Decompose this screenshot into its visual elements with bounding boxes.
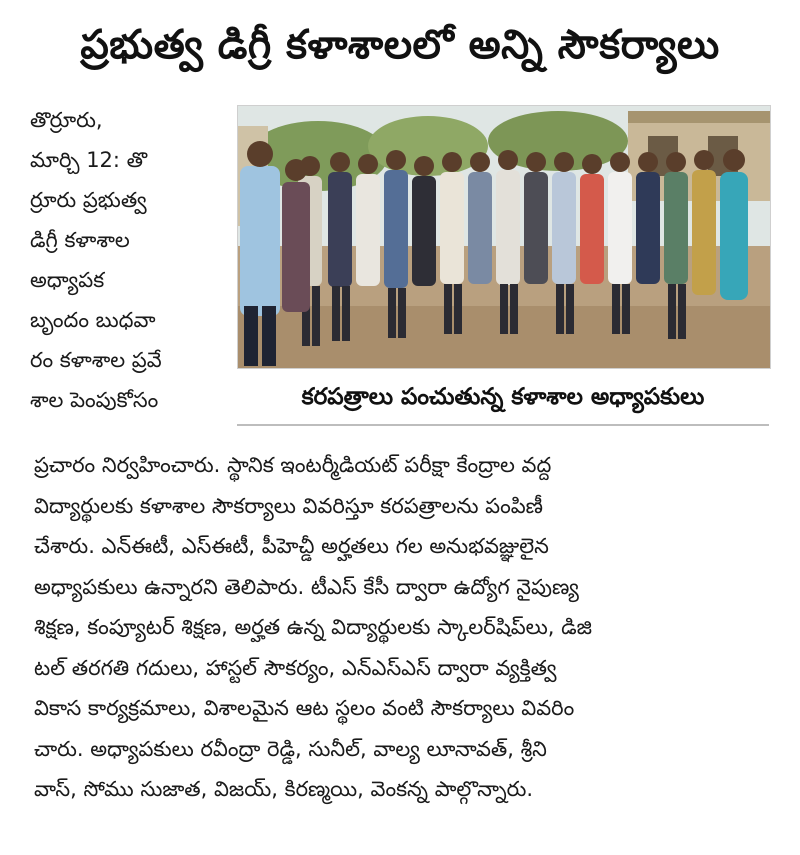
- article-headline: ప్రభుత్వ డిగ్రీ కళాశాలలో అన్ని సౌకర్యాలు: [80, 22, 720, 68]
- column-line: డిగ్రీ కళాశాల: [30, 228, 130, 252]
- dateline-column: [30, 100, 220, 420]
- body-line: చారు. అధ్యాపకులు రవీంద్రా రెడ్డి, సునీల్, వాల్య లూనావత్, శ్రీని: [34, 736, 547, 761]
- previous-article-cutoff: [0, 0, 800, 18]
- body-line: వాస్, సోము సుజాత, విజయ్, కిరణ్మయి, వెంకన్న పాల్గొన్నారు.: [34, 777, 534, 801]
- body-line: అధ్యాపకులు ఉన్నారని తెలిపారు. టీఎస్ కేసీ ద్వారా ఉద్యోగ నైపుణ్య: [34, 574, 579, 599]
- photo-caption: కరపత్రాలు పంచుతున్న కళాశాల అధ్యాపకులు: [237, 370, 769, 426]
- column-line: శాల పెంపుకోసం: [30, 388, 159, 412]
- body-line: శిక్షణ, కంప్యూటర్ శిక్షణ, అర్హత ఉన్న విద్యార్థులకు స్కాలర్‌షిప్‌లు, డిజి: [34, 615, 593, 639]
- column-line: రం కళాశాల ప్రవే: [30, 348, 162, 372]
- news-photo: [237, 105, 771, 369]
- article-body: [34, 445, 774, 810]
- body-line: టల్ తరగతి గదులు, హాస్టల్ సౌకర్యం, ఎన్ఎస్ఎస్ ద్వారా వ్యక్తిత్వ: [34, 655, 557, 680]
- column-line: ర్రూరు ప్రభుత్వ: [30, 188, 147, 212]
- column-line: బృందం బుధవా: [30, 308, 156, 332]
- body-line: విద్యార్థులకు కళాశాల సౌకర్యాలు వివరిస్తూ కరపత్రాలను పంపిణీ: [34, 493, 544, 518]
- body-line: చేశారు. ఎన్ఈటీ, ఎస్ఈటీ, పీహెచ్డీ అర్హతలు గల అనుభవజ్ఞులైన: [34, 534, 549, 558]
- group-photo-illustration: [238, 106, 770, 368]
- dateline-line: తొర్రూరు,: [30, 108, 103, 132]
- column-line: అధ్యాపక: [30, 268, 105, 292]
- dateline-line: మార్చి 12: తొ: [30, 148, 148, 172]
- body-line: ప్రచారం నిర్వహించారు. స్థానిక ఇంటర్మీడియట్ పరీక్షా కేంద్రాల వద్ద: [34, 453, 552, 477]
- body-line: వికాస కార్యక్రమాలు, విశాలమైన ఆట స్థలం వంటి సౌకర్యాలు వివరిం: [34, 696, 575, 720]
